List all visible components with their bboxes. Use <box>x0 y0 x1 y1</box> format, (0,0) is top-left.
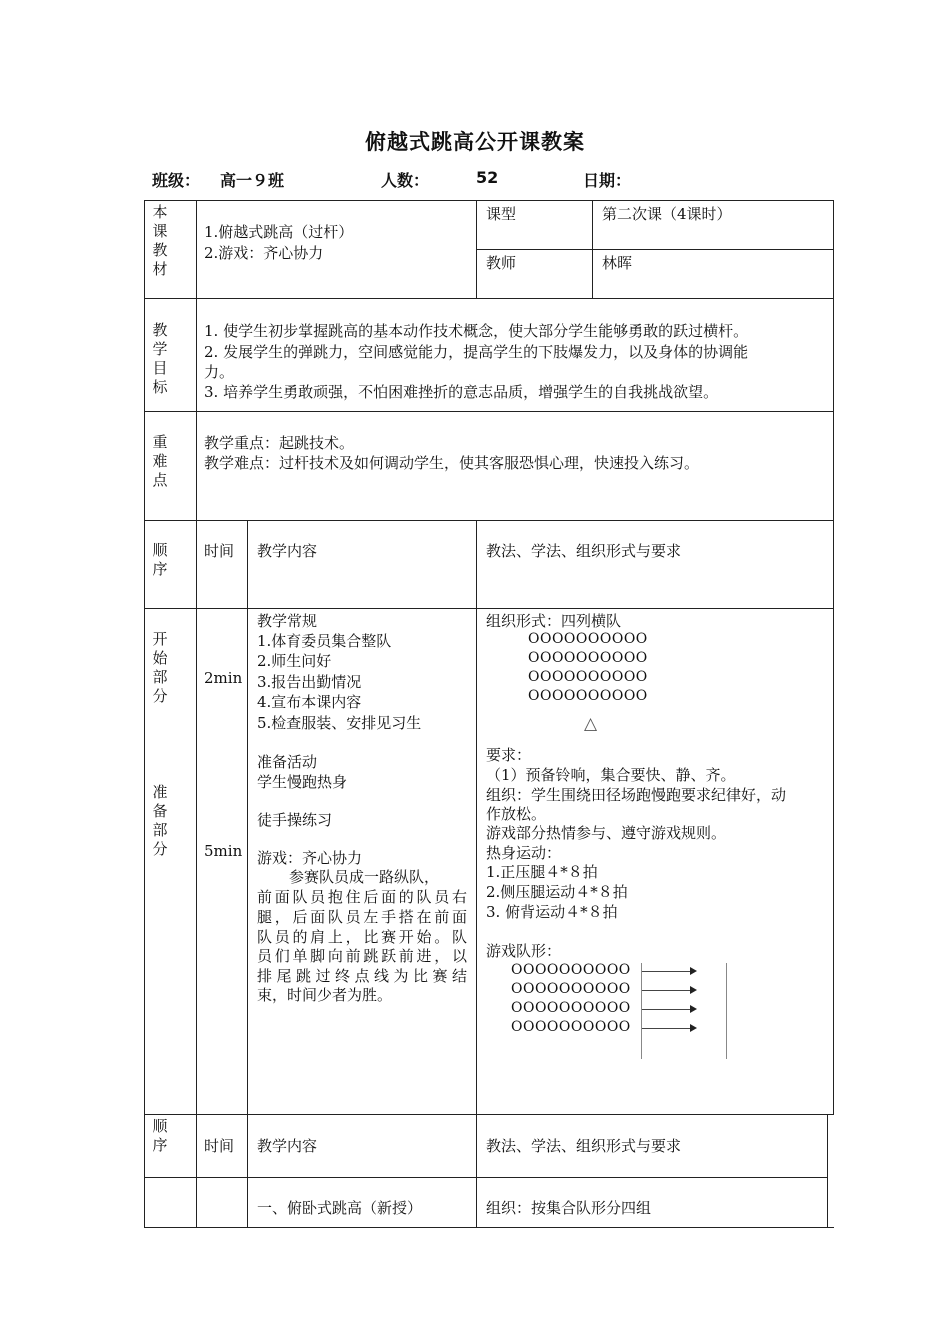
count-label: 人数： <box>381 171 430 190</box>
content-line: 游戏：齐心协力 <box>257 849 363 867</box>
content-line: 徒手操练习 <box>257 811 333 829</box>
time-value: 5min <box>204 842 243 860</box>
content-line: 1.体育委员集合整队 <box>257 632 392 650</box>
content-line: 教学常规 <box>257 612 318 630</box>
column-content: 教学内容 <box>257 542 318 560</box>
game-desc-line: 参赛队员成一路纵队， <box>289 868 440 886</box>
content-line: 学生慢跑热身 <box>257 773 348 791</box>
game-formation-row: OOOOOOOOOO <box>511 1019 631 1035</box>
requirement-line: 3. 俯背运动４*８拍 <box>486 903 618 921</box>
game-desc-line: 腿，后面队员左手搭在前面 <box>257 908 467 926</box>
game-formation-title: 游戏队形： <box>486 942 562 960</box>
content-line: 2.师生问好 <box>257 652 332 670</box>
prep-section-label: 准备部分 <box>152 783 168 858</box>
column-order: 顺序 <box>152 1117 168 1154</box>
teacher-triangle-icon: △ <box>584 714 598 734</box>
column-content: 教学内容 <box>257 1137 318 1155</box>
requirement-line: 作放松。 <box>486 805 547 823</box>
requirement-line: 游戏部分热情参与、遵守游戏规则。 <box>486 824 727 842</box>
key-focus: 教学重点：起跳技术。 <box>204 434 355 452</box>
column-order: 顺序 <box>152 541 168 578</box>
new-content: 一、俯卧式跳高（新授） <box>257 1199 423 1217</box>
teacher-label: 教师 <box>486 254 517 272</box>
class-label: 班级： <box>152 171 201 190</box>
key-difficulty: 教学难点：过杆技术及如何调动学生，使其客服恐惧心理，快速投入练习。 <box>204 454 700 472</box>
count-value: 52 <box>476 168 499 187</box>
start-line <box>641 963 642 1059</box>
game-desc-line: 排尾跳过终点线为比赛结 <box>257 967 467 985</box>
teacher-value: 林晖 <box>602 254 633 272</box>
column-method: 教法、学法、组织形式与要求 <box>486 542 682 560</box>
game-desc-line: 前面队员抱住后面的队员右 <box>257 888 467 906</box>
requirement-line: 1.正压腿４*８拍 <box>486 863 598 881</box>
requirement-line: 2.侧压腿运动４*８拍 <box>486 883 628 901</box>
column-time: 时间 <box>204 542 235 560</box>
formation-row: OOOOOOOOOO <box>528 688 648 704</box>
game-formation-row: OOOOOOOOOO <box>511 962 631 978</box>
time-value: 2min <box>204 669 243 687</box>
column-time: 时间 <box>204 1137 235 1155</box>
game-desc-line: 队员的肩上，比赛开始。队 <box>257 928 467 946</box>
finish-line <box>726 963 727 1059</box>
page-title: 俯越式跳高公开课教案 <box>365 130 585 154</box>
arrow-right-icon <box>642 990 690 991</box>
date-label: 日期： <box>583 171 632 190</box>
key-points-label: 重难点 <box>152 433 168 489</box>
course-type-label: 课型 <box>486 205 517 223</box>
course-type-value: 第二次课（4课时） <box>602 205 732 223</box>
start-section-label: 开始部分 <box>152 630 168 705</box>
materials-label: 本课教材 <box>152 203 168 278</box>
new-method: 组织：按集合队形分四组 <box>486 1199 652 1217</box>
material-item: 1.俯越式跳高（过杆） <box>204 223 354 241</box>
requirement-line: 组织：学生围绕田径场跑慢跑要求纪律好，动 <box>486 786 787 804</box>
formation-row: OOOOOOOOOO <box>528 631 648 647</box>
formation-row: OOOOOOOOOO <box>528 650 648 666</box>
arrow-right-icon <box>642 1009 690 1010</box>
content-line: 3.报告出勤情况 <box>257 673 362 691</box>
requirement-line: （1）预备铃响，集合要快、静、齐。 <box>486 766 736 784</box>
requirement-line: 要求： <box>486 746 532 764</box>
content-line: 5.检查服装、安排见习生 <box>257 714 422 732</box>
column-method: 教法、学法、组织形式与要求 <box>486 1137 682 1155</box>
arrow-right-icon <box>642 971 690 972</box>
objectives-label: 教学目标 <box>152 321 168 396</box>
class-value: 高一９班 <box>220 171 285 190</box>
game-formation-row: OOOOOOOOOO <box>511 981 631 997</box>
content-line: 4.宣布本课内容 <box>257 693 362 711</box>
arrow-right-icon <box>642 1028 690 1029</box>
requirement-line: 热身运动： <box>486 844 562 862</box>
material-item: 2.游戏：齐心协力 <box>204 244 324 262</box>
game-desc-line: 束，时间少者为胜。 <box>257 986 393 1004</box>
objective-item: 2. 发展学生的弹跳力，空间感觉能力，提高学生的下肢爆发力，以及身体的协调能 <box>204 343 749 361</box>
content-line: 准备活动 <box>257 753 318 771</box>
objective-item: 1. 使学生初步掌握跳高的基本动作技术概念，使大部分学生能够勇敢的跃过横杆。 <box>204 322 749 340</box>
objective-item: 3. 培养学生勇敢顽强，不怕困难挫折的意志品质，增强学生的自我挑战欲望。 <box>204 383 719 401</box>
formation-row: OOOOOOOOOO <box>528 669 648 685</box>
game-desc-line: 员们单脚向前跳跃前进，以 <box>257 947 467 965</box>
game-formation-row: OOOOOOOOOO <box>511 1000 631 1016</box>
objective-item: 力。 <box>204 363 235 381</box>
formation-title: 组织形式：四列横队 <box>486 612 622 630</box>
